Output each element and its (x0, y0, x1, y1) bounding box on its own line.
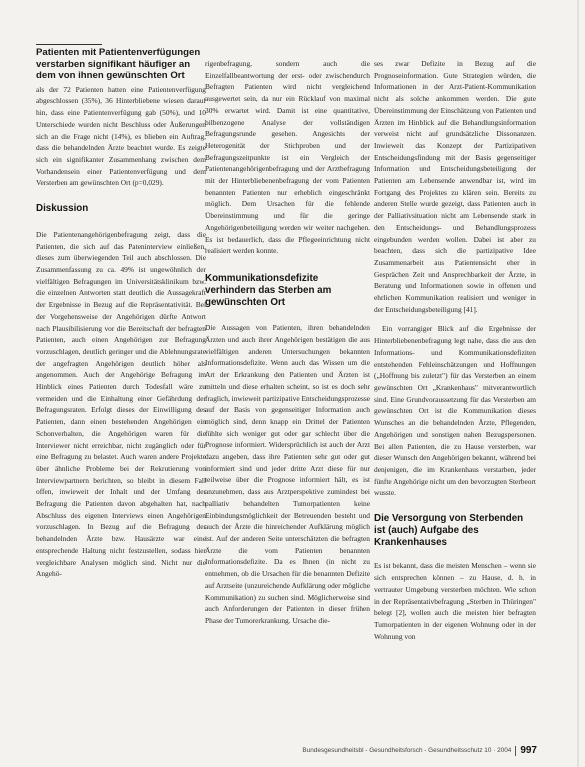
section-heading-diskussion: Diskussion (36, 203, 89, 215)
footer-divider (515, 746, 516, 756)
page-number: 997 (520, 745, 537, 756)
paragraph: Die Aussagen von Patienten, ihren behandelnden Ärzten und auch ihrer Angehörigen bestätigen die aus vielfältigen anderen Untersuchungen bekannten Informationsdefizite. Wenn auch das Wissen um die Art der Erkrankung den Patienten und Ärzten ist mitteln und diese erhalten scheint, so ist es doch sehr fraglich, inwieweit partizipative Entscheidungsprozesse auf der Basis von gegenseitiger Information auch möglich sind, denn knapp ein Drittel der Patienten fühlte sich weniger gut oder gar schlecht über die Prognose informiert. Widersprüchlich ist auch der Arzt dazu angeben, dass ihre Patienten sehr gut oder gut informiert sind und jeder dritte Arzt diese für nur teilweise über die Prognose informiert hält, es ist anzunehmen, dass aus Arztperspektive zumindest bei palliativ behandelten Tumorpatienten keine Einbindungsmöglichkeit der Betreuenden besteht und auch der Ärzte die hinreichender Aufklärung möglich ist. Auf der anderen Seite unterschätzten die befragten Ärzte die vom Patienten benannten Informationsdefizite. Da es Ihnen (in nicht zu entnehmen, ob die Ursachen für die benannten Defizite auf Arztseite (unzureichende Aufklärung oder mögliche Kommunikation) zu suchen sind. Möglicherweise sind auch Anforderungen der Patienten in dieser frühen Phase der Tumorerkrankung. Ursache die- (205, 323, 371, 625)
paragraph: Ein vorrangiger Blick auf die Ergebnisse der Hinterbliebenenbefragung legt nahe, dass die aus den Informations- und Kommunikationsdefiziten entstehenden Fehleinschätzungen und Hoffnungen („Hoffnung bis zuletzt") für das Versterben an einem gewünschten Ort „Krankenhaus" mitverantwortlich sind. Eine Grundvoraussetzung für das Versterben am gewünschten Ort ist die Kommunikation dieses Wunsches an die behandelnden Ärzte, Pflegenden, Angehörigen und sonstigen nahen Bezugspersonen. Bei allen Patienten, die zu Hause versterben, war dieser Wunsch den Angehörigen bekannt, während bei denjenigen, die im Krankenhaus verstarben, jeder fünfte Angehörige nicht um den bevorzugten Sterbeort wusste. (374, 324, 536, 498)
subheading-patientenverfuegungen: Patienten mit Patientenverfügungen verstarben signifikant häufiger an dem von ihnen gewünschten Ort (36, 47, 201, 82)
paragraph: als der 72 Patienten hatten eine Patientenverfügung abgeschlossen (35%), 36 Hinterbliebene wiesen darauf hin, dass eine Patientenverfügung gab (50%), und 10 Unterschiede wurden nicht Beschluss oder Äußerungen sich an die Frage nicht (14%), es blieben ein Auftrag, dass die behandelnden Ärzte beachtet wurde. Es zeigte sich ein signifikanter Zusammenhang zwischen dem Vorhandensein einer Patientenverfügung und dem Versterben am gewünschten Ort (p=0,029). (36, 84, 206, 188)
column-left (36, 0, 206, 580)
paragraph: ses zwar Defizite in Bezug auf die Prognoseinformation. Gute Strategien würden, die Informationen in der Arzt-Patient-Kommunikation nicht als solche ankommen werden. Die gute Übereinstimmung der Einschätzung von Patienten und Ärzten im Hinblick auf die Behandlungsinformation verweist nicht auf grundsätzliche Dissonanzen. Inwieweit das Konzept der Partizipativen Entscheidungsfindung mit der Basis gegenseitiger Information und Entscheidungsbeteiligung der Patienten am Lebensende anwendbar ist, wird im Fortgang des Projektes zu klären sein. Bereits zu anderen Stelle wurde gezeigt, dass Patienten auch in der Palliativsituation nicht am Lebensende stark in den Entscheidungs- und Behandlungsprozess eingebunden werden wollen. Dabei ist aber zu beachten, dass sich die partizipative Idee Zusammenarbeit aus Patientensicht eher in Gesprächen Zeit und Ansprechbarkeit der Ärzte, in Beratung und Informationen sowie in offenen und ehrlichen Kommunikation realisiert und weniger in der Entscheidungsbeteiligung [41]. (374, 59, 536, 314)
section-heading-kommunikationsdefizite: Kommunikationsdefizite verhindern das Sterben am gewünschten Ort (205, 272, 332, 308)
column-right (374, 0, 536, 642)
journal-citation: Bundesgesundheitsbl - Gesundheitsforsch - Gesundheitsschutz 10 · 2004 (302, 747, 512, 754)
page-edge (577, 0, 579, 767)
section-rule (36, 44, 102, 45)
page-footer (302, 745, 537, 756)
column-middle (205, 0, 370, 627)
section-heading-versorgung: Die Versorgung von Sterbenden ist (auch) Aufgabe des Krankenhauses (374, 513, 524, 548)
paragraph: Es ist bekannt, dass die meisten Menschen – wenn sie sich entsprechen können – zu Hause, d. h. in vertrauter Umgebung versterben möchten. Wie schon in der Repräsentativbefragung „Sterben in Thüringen" belegt [2], wollen auch die meisten hier befragten Tumorpatienten in der eigenen Wohnung oder in der Wohnung von (374, 561, 536, 641)
paragraph: rigenbefragung, sondern auch die Einzelfallbeantwortung der erst- oder zwischendurch Befragten Patienten wird nicht vergleichend ausgewertet sein, da nur ein Rücklauf von maximal 30% erwartet wird. Damit ist eine quantitative, bilbenzogene Analyse der vollständigen Befragungsrunde gesehen. Angesichts der Heterogenität der Stichproben und der Befragungszeitpunkte ist ein Vergleich der Patientenangehörigenbefragung und der Arztbefragung mit der Hinterbliebenenbefragung der vom Patienten benannten Patienten nur erheblich eingeschränkt möglich. Dem Ursachen für die fehlende Übereinstimmung und für die geringe Angehörigenbeteiligung werden wir weiter nachgehen. Es ist bedauerlich, dass die Pflegeeinrichtung nicht realisiert werden konnte. (205, 59, 370, 256)
paragraph: Die Patientenangehörigenbefragung zeigt, dass die Patienten, die sich auf das Pateninterview einließen, dieses zum überwiegenden Teil auch abschlossen. Die Zusammenfassung zu ca. 49% ist ungewöhnlich der vielfältigen Befragungen im Universitätsklinikum bzw. die einzelnen Antworten statt deutlich die Aussagekraft der Ergebnisse in Bezug auf die Repräsentativität. Bei der Vorgehensweise der Angehörigen dürfte Antwort nach Plausibilisierung vor die Bereitschaft der befragten Patienten, auch einen Angehörigen zur Befragung vorzuschlagen, deutlich geringer und die Ablehnungsrate der angefragten Angehörigen deutlich höher als angenommen. Auch der Angehörige Befragung im Hinblick eines Patienten durch Todesfall wäre zu vermeiden und die Einhaltung einer Gefährdung der Befragungsraten. Erfolgt dieses der Einwilligung des Patienten, dann einen bestehenden Angehörigen ein Schonverhalten, die Angehörigen waren für die Interviewer nicht erreichbar, nicht zugänglich oder für eine Befragung zu belastet. Auch waren andere Projekte über ähnliche Probleme bei der Rekrutierung von Interviewpartnern berichten, so bleibt in diesem Fall offen, inwieweit der Inhalt und der Umfang der Befragung die Patienten davon abgehalten hat, nach Abschluss des eigenen Interviews einen Angehörigen vorzuschlagen. In Bezug auf die Befragung der behandelnden Ärzte bzw. Hausärzte war eine entsprechende Haltung nicht festzustellen, sodass hier vergleichbare Analysen möglich sind. Nicht nur die Angehö- (36, 229, 206, 579)
